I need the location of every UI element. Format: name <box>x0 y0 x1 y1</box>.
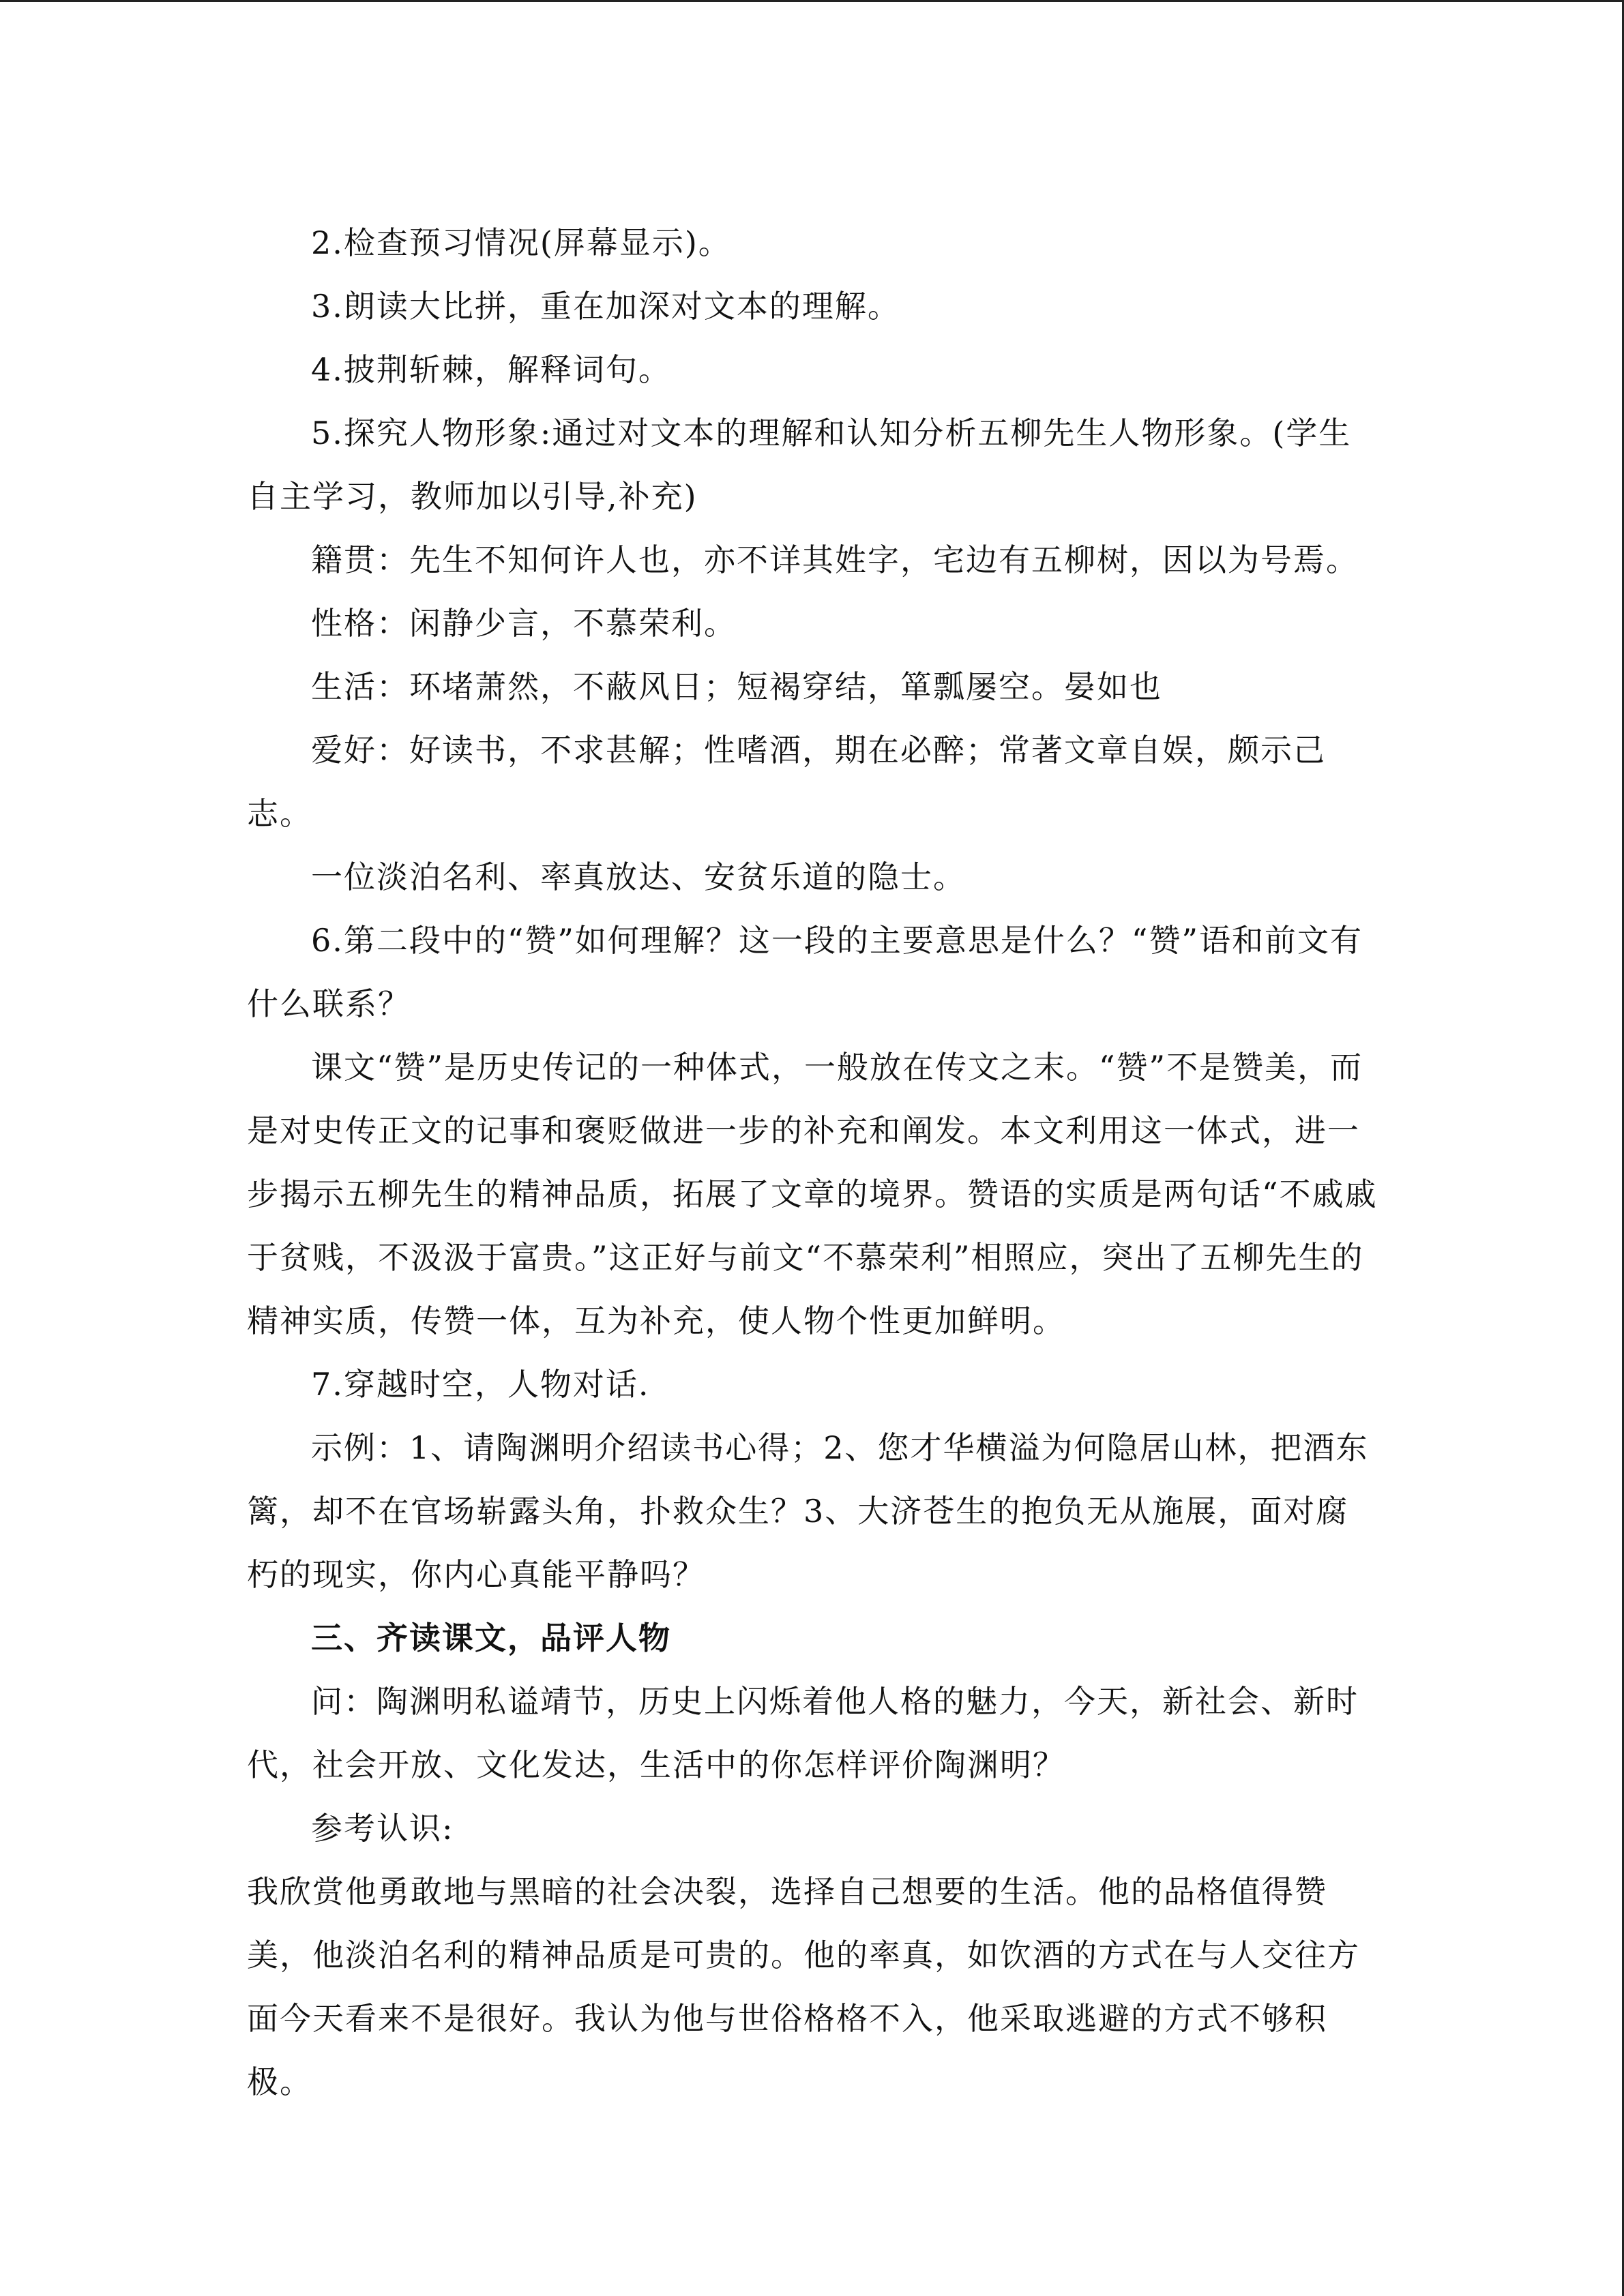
paragraph-time-dialogue: 7.穿越时空，人物对话. <box>311 1366 650 1403</box>
paragraph-evaluate-question: 问：陶渊明私谥靖节，历史上闪烁着他人格的魅力，今天，新社会、新时代，社会开放、文化发达，生活中的你怎样评价陶渊明？ <box>247 1683 1359 1783</box>
paragraph-hometown: 籍贯：先生不知何许人也，亦不详其姓字，宅边有五柳树，因以为号焉。 <box>311 541 1359 578</box>
paragraph-reading-contest: 3.朗读大比拼，重在加深对文本的理解。 <box>311 288 900 325</box>
page-top-border <box>0 0 1624 2</box>
paragraph-preview-check: 2.检查预习情况(屏幕显示)。 <box>311 224 731 261</box>
paragraph-reference-answer: 我欣赏他勇敢地与黑暗的社会决裂，选择自己想要的生活。他的品格值得赞美，他淡泊名利的精神品质是可贵的。他的率真，如饮酒的方式在与人交往方面今天看来不是很好。我认为他与世俗格格不入，他采取逃避的方式不够积极。 <box>247 1873 1360 2100</box>
paragraph-zan-explanation: 课文“赞”是历史传记的一种体式，一般放在传文之末。“赞”不是赞美，而是对史传正文的记事和褒贬做进一步的补充和阐发。本文利用这一体式，进一步揭示五柳先生的精神品质，拓展了文章的境界。赞语的实质是两句话“不戚戚于贫贱，不汲汲于富贵。”这正好与前文“不慕荣利”相照应，突出了五柳先生的精神实质，传赞一体，互为补充，使人物个性更加鲜明。 <box>247 1049 1378 1339</box>
paragraph-summary-hermit: 一位淡泊名利、率真放达、安贫乐道的隐士。 <box>311 859 966 895</box>
paragraph-examples: 示例：1、请陶渊明介绍读书心得；2、您才华横溢为何隐居山林，把酒东篱，却不在官场崭露头角，扑救众生？3、大济苍生的抱负无从施展，面对腐朽的现实，你内心真能平静吗？ <box>247 1429 1369 1593</box>
paragraph-hobbies: 爱好：好读书，不求甚解；性嗜酒，期在必醉；常著文章自娱，颇示己志。 <box>247 732 1326 832</box>
paragraph-life: 生活：环堵萧然，不蔽风日；短褐穿结，箪瓢屡空。晏如也 <box>311 668 1162 705</box>
paragraph-question-zan: 6.第二段中的“赞”如何理解？这一段的主要意思是什么？“赞”语和前文有什么联系？ <box>247 922 1363 1022</box>
paragraph-personality: 性格：闲静少言，不慕荣利。 <box>311 605 737 642</box>
document-body <box>247 211 1379 2114</box>
paragraph-explain-words: 4.披荆斩棘，解释词句。 <box>311 351 671 388</box>
paragraph-character-study: 5.探究人物形象:通过对文本的理解和认知分析五柳先生人物形象。(学生自主学习，教师加以引导,补充) <box>247 415 1352 515</box>
section-heading-evaluate: 三、齐读课文，品评人物 <box>311 1620 671 1656</box>
paragraph-reference-label: 参考认识: <box>311 1810 454 1847</box>
